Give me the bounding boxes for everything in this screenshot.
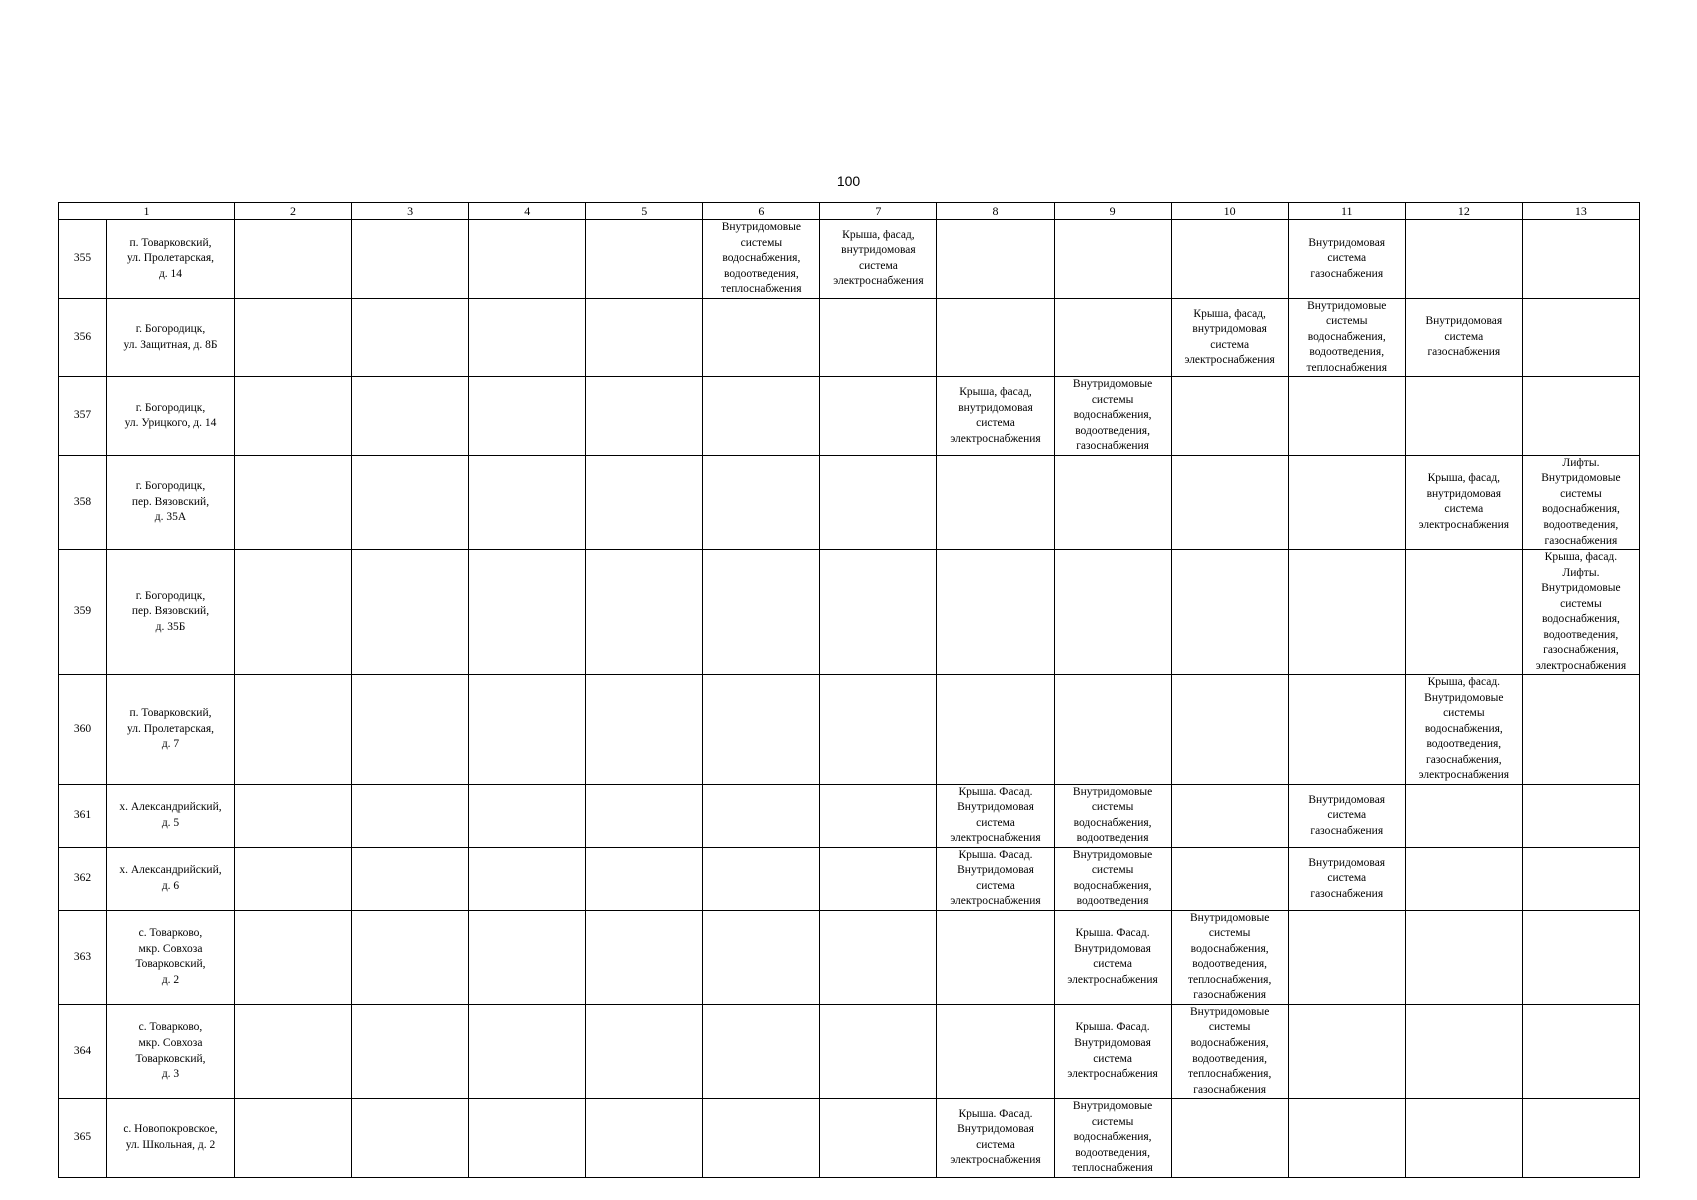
work-text: Внутридомовые системы водоснабжения, водоотведения, теплоснабжения, газоснабжения [1187, 1005, 1272, 1096]
work-cell [1522, 377, 1639, 456]
work-cell [586, 847, 703, 910]
work-cell [235, 550, 352, 675]
work-cell [235, 784, 352, 847]
work-cell [1171, 1004, 1288, 1098]
work-cell [1171, 675, 1288, 785]
work-cell [1522, 1004, 1639, 1098]
work-cell [1405, 847, 1522, 910]
row-number: 363 [59, 910, 107, 1004]
address-text: г. Богородицк, ул. Защитная, д. 8Б [123, 323, 218, 351]
work-cell [586, 377, 703, 456]
work-cell [1288, 675, 1405, 785]
work-cell [1405, 784, 1522, 847]
work-cell [1171, 550, 1288, 675]
work-cell [352, 910, 469, 1004]
column-header: 8 [937, 203, 1054, 220]
work-text: Внутридомовые системы водоснабжения, водоотведения [1072, 848, 1153, 908]
work-cell [1522, 455, 1639, 549]
work-text: Внутридомовые системы водоснабжения, водоотведения, газоснабжения [1072, 378, 1153, 453]
address-text: с. Новопокровское, ул. Школьная, д. 2 [123, 1123, 218, 1151]
work-cell [1522, 784, 1639, 847]
work-cell [235, 847, 352, 910]
work-cell [586, 220, 703, 299]
work-cell [586, 550, 703, 675]
work-cell [1405, 1099, 1522, 1178]
work-cell [1522, 1099, 1639, 1178]
work-cell [1288, 377, 1405, 456]
work-cell [703, 377, 820, 456]
work-cell [1171, 847, 1288, 910]
work-cell [703, 1004, 820, 1098]
table-row [59, 377, 1640, 456]
work-cell [469, 550, 586, 675]
address-cell [107, 847, 235, 910]
address-text: п. Товарковский, ул. Пролетарская, д. 14 [126, 236, 215, 280]
row-number: 356 [59, 298, 107, 377]
work-text: Лифты. Внутридомовые системы водоснабжения, водоотведения, газоснабжения [1541, 456, 1621, 547]
work-text: Крыша, фасад. Внутридомовые системы водоснабжения, водоотведения, газоснабжения, электроснабжения [1418, 676, 1510, 782]
column-header: 9 [1054, 203, 1171, 220]
row-number: 365 [59, 1099, 107, 1178]
work-cell [820, 847, 937, 910]
address-cell [107, 550, 235, 675]
work-cell [937, 220, 1054, 299]
work-cell [1171, 220, 1288, 299]
work-cell [1405, 675, 1522, 785]
column-header: 12 [1405, 203, 1522, 220]
work-cell [469, 847, 586, 910]
work-cell [235, 910, 352, 1004]
row-number: 360 [59, 675, 107, 785]
row-number: 358 [59, 455, 107, 549]
work-cell [352, 1099, 469, 1178]
page-number: 100 [836, 173, 861, 189]
work-cell [586, 675, 703, 785]
work-cell [235, 1004, 352, 1098]
work-cell [1405, 550, 1522, 675]
address-text: х. Александрийский, д. 5 [119, 801, 222, 829]
work-text: Внутридомовые системы водоснабжения, водоотведения [1072, 785, 1153, 845]
address-text: с. Товарково, мкр. Совхоза Товарковский, д. 2 [135, 927, 206, 986]
work-cell [1522, 910, 1639, 1004]
work-text: Крыша. Фасад. Внутридомовая система электроснабжения [1067, 1021, 1158, 1081]
table-row [59, 298, 1640, 377]
work-cell [469, 910, 586, 1004]
work-cell [1054, 784, 1171, 847]
work-cell [1288, 220, 1405, 299]
work-text: Крыша. Фасад. Внутридомовая система электроснабжения [950, 1107, 1041, 1167]
work-text: Внутридомовые системы водоснабжения, водоотведения, теплоснабжения [1072, 1100, 1153, 1175]
work-text: Внутридомовая система газоснабжения [1308, 236, 1386, 280]
work-cell [937, 675, 1054, 785]
work-cell [352, 550, 469, 675]
column-header: 3 [352, 203, 469, 220]
column-header: 2 [235, 203, 352, 220]
work-cell [352, 377, 469, 456]
work-cell [937, 910, 1054, 1004]
work-cell [937, 298, 1054, 377]
work-cell [1288, 910, 1405, 1004]
work-cell [937, 1099, 1054, 1178]
work-cell [1522, 675, 1639, 785]
work-cell [1171, 377, 1288, 456]
work-cell [235, 1099, 352, 1178]
work-cell [703, 675, 820, 785]
repair-schedule-table [58, 202, 1640, 1178]
work-cell [1054, 298, 1171, 377]
work-cell [703, 847, 820, 910]
table-body [59, 203, 1640, 1178]
work-cell [352, 298, 469, 377]
work-cell [1522, 847, 1639, 910]
work-cell [1288, 455, 1405, 549]
work-cell [235, 377, 352, 456]
address-cell [107, 298, 235, 377]
work-cell [352, 455, 469, 549]
column-header: 11 [1288, 203, 1405, 220]
work-cell [1288, 1004, 1405, 1098]
work-cell [352, 847, 469, 910]
work-cell [1054, 847, 1171, 910]
work-cell [352, 784, 469, 847]
work-text: Внутридомовая система газоснабжения [1308, 793, 1386, 837]
work-cell [469, 377, 586, 456]
work-cell [469, 1004, 586, 1098]
work-cell [703, 784, 820, 847]
work-cell [937, 847, 1054, 910]
work-cell [1054, 455, 1171, 549]
work-text: Крыша, фасад, внутридомовая система электроснабжения [833, 228, 924, 288]
table-row [59, 1004, 1640, 1098]
work-cell [703, 298, 820, 377]
work-cell [1054, 220, 1171, 299]
work-cell [235, 455, 352, 549]
work-cell [1405, 298, 1522, 377]
work-cell [703, 910, 820, 1004]
work-cell [586, 298, 703, 377]
work-cell [820, 377, 937, 456]
work-text: Крыша, фасад, внутридомовая система электроснабжения [1418, 472, 1510, 531]
address-cell [107, 784, 235, 847]
work-cell [703, 1099, 820, 1178]
work-text: Крыша, фасад. Лифты. Внутридомовые системы водоснабжения, водоотведения, газоснабжения, электроснабжения [1535, 551, 1627, 672]
table-row [59, 1099, 1640, 1178]
row-number: 359 [59, 550, 107, 675]
work-cell [703, 455, 820, 549]
work-cell [1288, 784, 1405, 847]
row-number: 361 [59, 784, 107, 847]
work-cell [1171, 910, 1288, 1004]
column-header: 10 [1171, 203, 1288, 220]
table-row [59, 784, 1640, 847]
work-cell [352, 675, 469, 785]
work-cell [1288, 847, 1405, 910]
work-cell [469, 220, 586, 299]
work-cell [1288, 550, 1405, 675]
work-cell [1171, 784, 1288, 847]
work-cell [937, 1004, 1054, 1098]
work-cell [937, 550, 1054, 675]
work-cell [586, 455, 703, 549]
address-cell [107, 455, 235, 549]
work-cell [820, 910, 937, 1004]
header-row [59, 203, 1640, 220]
work-cell [703, 550, 820, 675]
work-cell [1171, 1099, 1288, 1178]
work-text: Крыша, фасад, внутридомовая система электроснабжения [1184, 307, 1275, 367]
work-cell [1054, 910, 1171, 1004]
column-header: 5 [586, 203, 703, 220]
work-cell [1405, 455, 1522, 549]
work-cell [586, 784, 703, 847]
column-header: 6 [703, 203, 820, 220]
address-text: г. Богородицк, пер. Вязовский, д. 35А [131, 480, 210, 524]
work-cell [820, 1004, 937, 1098]
work-text: Внутридомовая система газоснабжения [1308, 856, 1386, 900]
address-text: п. Товарковский, ул. Пролетарская, д. 7 [126, 707, 215, 751]
work-cell [820, 298, 937, 377]
work-text: Внутридомовые системы водоснабжения, водоотведения, теплоснабжения, газоснабжения [1187, 911, 1272, 1002]
work-cell [469, 298, 586, 377]
row-number: 357 [59, 377, 107, 456]
work-cell [703, 220, 820, 299]
address-cell [107, 1004, 235, 1098]
work-cell [1522, 220, 1639, 299]
table-row [59, 910, 1640, 1004]
column-header: 1 [59, 203, 235, 220]
work-cell [352, 220, 469, 299]
table-row [59, 455, 1640, 549]
work-cell [1405, 220, 1522, 299]
work-cell [820, 455, 937, 549]
address-text: х. Александрийский, д. 6 [119, 864, 222, 892]
column-header: 13 [1522, 203, 1639, 220]
work-text: Внутридомовые системы водоснабжения, водоотведения, теплоснабжения [1306, 299, 1387, 374]
row-number: 364 [59, 1004, 107, 1098]
work-cell [235, 220, 352, 299]
work-text: Крыша, фасад, внутридомовая система электроснабжения [950, 386, 1041, 445]
work-text: Крыша. Фасад. Внутридомовая система электроснабжения [1067, 927, 1158, 986]
work-cell [1054, 1099, 1171, 1178]
work-text: Крыша. Фасад. Внутридомовая система электроснабжения [950, 785, 1041, 845]
address-cell [107, 910, 235, 1004]
work-cell [1054, 1004, 1171, 1098]
work-cell [1405, 377, 1522, 456]
work-cell [1405, 1004, 1522, 1098]
work-cell [1054, 377, 1171, 456]
work-cell [469, 455, 586, 549]
table-row [59, 675, 1640, 785]
table-row [59, 847, 1640, 910]
work-cell [469, 784, 586, 847]
work-cell [1171, 298, 1288, 377]
work-cell [469, 675, 586, 785]
work-cell [820, 784, 937, 847]
work-cell [1288, 298, 1405, 377]
row-number: 362 [59, 847, 107, 910]
work-text: Внутридомовая система газоснабжения [1425, 315, 1503, 359]
work-cell [1522, 298, 1639, 377]
work-cell [235, 675, 352, 785]
work-text: Внутридомовые системы водоснабжения, водоотведения, теплоснабжения [721, 221, 802, 296]
work-cell [586, 910, 703, 1004]
address-cell [107, 377, 235, 456]
work-cell [820, 1099, 937, 1178]
work-cell [1288, 1099, 1405, 1178]
work-cell [352, 1004, 469, 1098]
work-cell [937, 784, 1054, 847]
address-cell [107, 1099, 235, 1178]
address-text: г. Богородицк, пер. Вязовский, д. 35Б [131, 589, 210, 633]
work-cell [820, 550, 937, 675]
work-cell [469, 1099, 586, 1178]
row-number: 355 [59, 220, 107, 299]
work-cell [1522, 550, 1639, 675]
work-cell [937, 455, 1054, 549]
column-header: 4 [469, 203, 586, 220]
work-cell [1405, 910, 1522, 1004]
table-row [59, 220, 1640, 299]
work-cell [820, 675, 937, 785]
column-header: 7 [820, 203, 937, 220]
work-cell [586, 1004, 703, 1098]
work-text: Крыша. Фасад. Внутридомовая система электроснабжения [950, 848, 1041, 908]
work-cell [937, 377, 1054, 456]
work-cell [1054, 550, 1171, 675]
work-cell [1171, 455, 1288, 549]
address-cell [107, 220, 235, 299]
address-text: г. Богородицк, ул. Урицкого, д. 14 [124, 401, 217, 430]
work-cell [820, 220, 937, 299]
table-row [59, 550, 1640, 675]
address-cell [107, 675, 235, 785]
address-text: с. Товарково, мкр. Совхоза Товарковский, д. 3 [135, 1021, 206, 1081]
work-cell [586, 1099, 703, 1178]
work-cell [235, 298, 352, 377]
work-cell [1054, 675, 1171, 785]
